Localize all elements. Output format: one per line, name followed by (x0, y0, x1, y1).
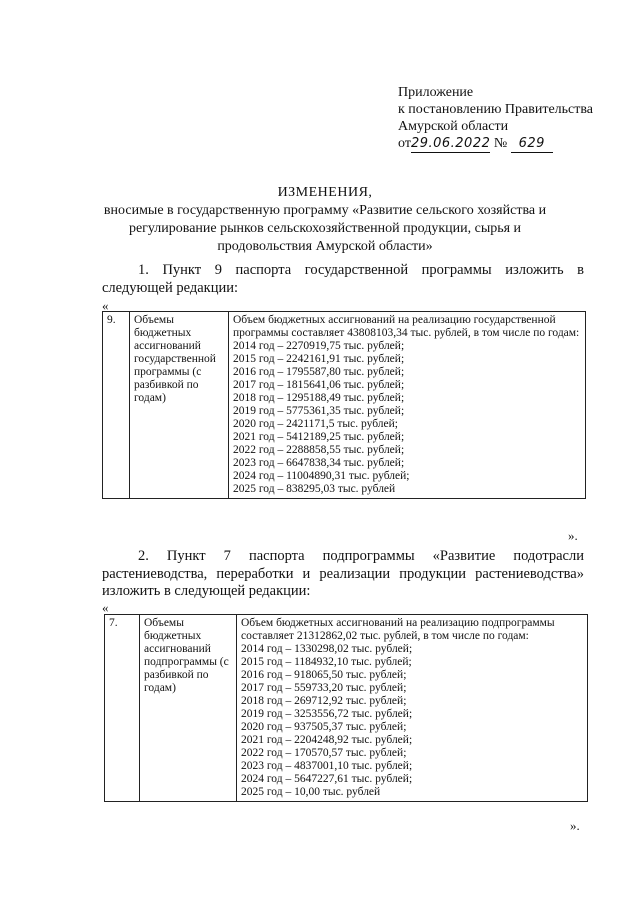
row-number: 7. (105, 615, 140, 802)
number-sign: № (493, 136, 508, 151)
section-1-close-quote: ». (568, 528, 578, 543)
year-line: 2022 год – 170570,57 тыс. рублей; (241, 747, 407, 759)
year-line: 2025 год – 838295,03 тыс. рублей (233, 483, 396, 495)
row-content (237, 615, 588, 802)
row-content (229, 312, 586, 499)
year-line: 2019 год – 3253556,72 тыс. рублей; (241, 708, 413, 720)
year-line: 2023 год – 4837001,10 тыс. рублей; (241, 760, 413, 772)
appendix-block (398, 84, 593, 153)
year-line: 2025 год – 10,00 тыс. рублей (241, 786, 381, 798)
year-line: 2016 год – 918065,50 тыс. рублей; (241, 669, 407, 681)
title-subtitle: вносимые в государственную программу «Развитие сельского хозяйства и регулирование рынков сельскохозяйственной продукции, сырья и продовольствия Амурской области» (103, 203, 547, 254)
section-2-open-quote: « (102, 600, 109, 615)
document-title (100, 184, 550, 256)
year-line: 2018 год – 269712,92 тыс. рублей; (241, 695, 407, 707)
row-label: Объемы бюджетных ассигнований государственной программы (с разбивкой по годам) (130, 312, 229, 499)
section-2-close-quote: ». (570, 818, 580, 833)
handwritten-date: 29.06.2022 (410, 136, 491, 151)
year-line: 2022 год – 2288858,55 тыс. рублей; (233, 444, 405, 456)
budget-intro: Объем бюджетных ассигнований на реализацию государственной программы составляет 43808103,34 тыс. рублей, в том числе по годам: (233, 314, 580, 339)
year-line: 2021 год – 5412189,25 тыс. рублей; (233, 431, 405, 443)
year-line: 2020 год – 937505,37 тыс. рублей; (241, 721, 407, 733)
row-label: Объемы бюджетных ассигнований подпрограммы (с разбивкой по годам) (140, 615, 237, 802)
year-line: 2020 год – 2421171,5 тыс. рублей; (233, 418, 398, 430)
year-line: 2015 год – 2242161,91 тыс. рублей; (233, 353, 405, 365)
year-line: 2015 год – 1184932,10 тыс. рублей; (241, 656, 412, 668)
year-line: 2018 год – 1295188,49 тыс. рублей; (233, 392, 405, 404)
year-line: 2014 год – 1330298,02 тыс. рублей; (241, 643, 413, 655)
appendix-line-3: Амурской области (398, 119, 509, 134)
year-line: 2024 год – 5647227,61 тыс. рублей; (241, 773, 413, 785)
year-line: 2014 год – 2270919,75 тыс. рублей; (233, 340, 405, 352)
year-line: 2023 год – 6647838,34 тыс. рублей; (233, 457, 405, 469)
budget-intro: Объем бюджетных ассигнований на реализацию подпрограммы составляет 21312862,02 тыс. рублей, в том числе по годам: (241, 617, 555, 642)
section-1-text (102, 262, 584, 297)
title-heading: ИЗМЕНЕНИЯ, (277, 185, 373, 200)
year-line: 2024 год – 11004890,31 тыс. рублей; (233, 470, 410, 482)
handwritten-number: 629 (511, 135, 553, 153)
year-line: 2016 год – 1795587,80 тыс. рублей; (233, 366, 405, 378)
section-1-paragraph: 1. Пункт 9 паспорта государственной программы изложить в следующей редакции: (102, 262, 584, 296)
row-number: 9. (103, 312, 130, 499)
year-line: 2021 год – 2204248,92 тыс. рублей; (241, 734, 413, 746)
date-prefix: от (398, 136, 411, 151)
year-line: 2017 год – 559733,20 тыс. рублей; (241, 682, 407, 694)
appendix-date-line (398, 135, 593, 153)
section-2-table (104, 614, 588, 802)
section-2-text (102, 548, 584, 601)
table-row (103, 312, 586, 499)
section-1-table (102, 311, 586, 499)
appendix-line-1: Приложение (398, 85, 474, 100)
section-2-paragraph: 2. Пункт 7 паспорта подпрограммы «Развитие подотрасли растениеводства, переработки и реализации продукции растениеводства» изложить в следующей редакции: (102, 548, 584, 599)
section-1-open-quote: « (102, 298, 109, 313)
table-row (105, 615, 588, 802)
year-line: 2017 год – 1815641,06 тыс. рублей; (233, 379, 405, 391)
year-line: 2019 год – 5775361,35 тыс. рублей; (233, 405, 405, 417)
appendix-line-2: к постановлению Правительства (398, 102, 594, 117)
